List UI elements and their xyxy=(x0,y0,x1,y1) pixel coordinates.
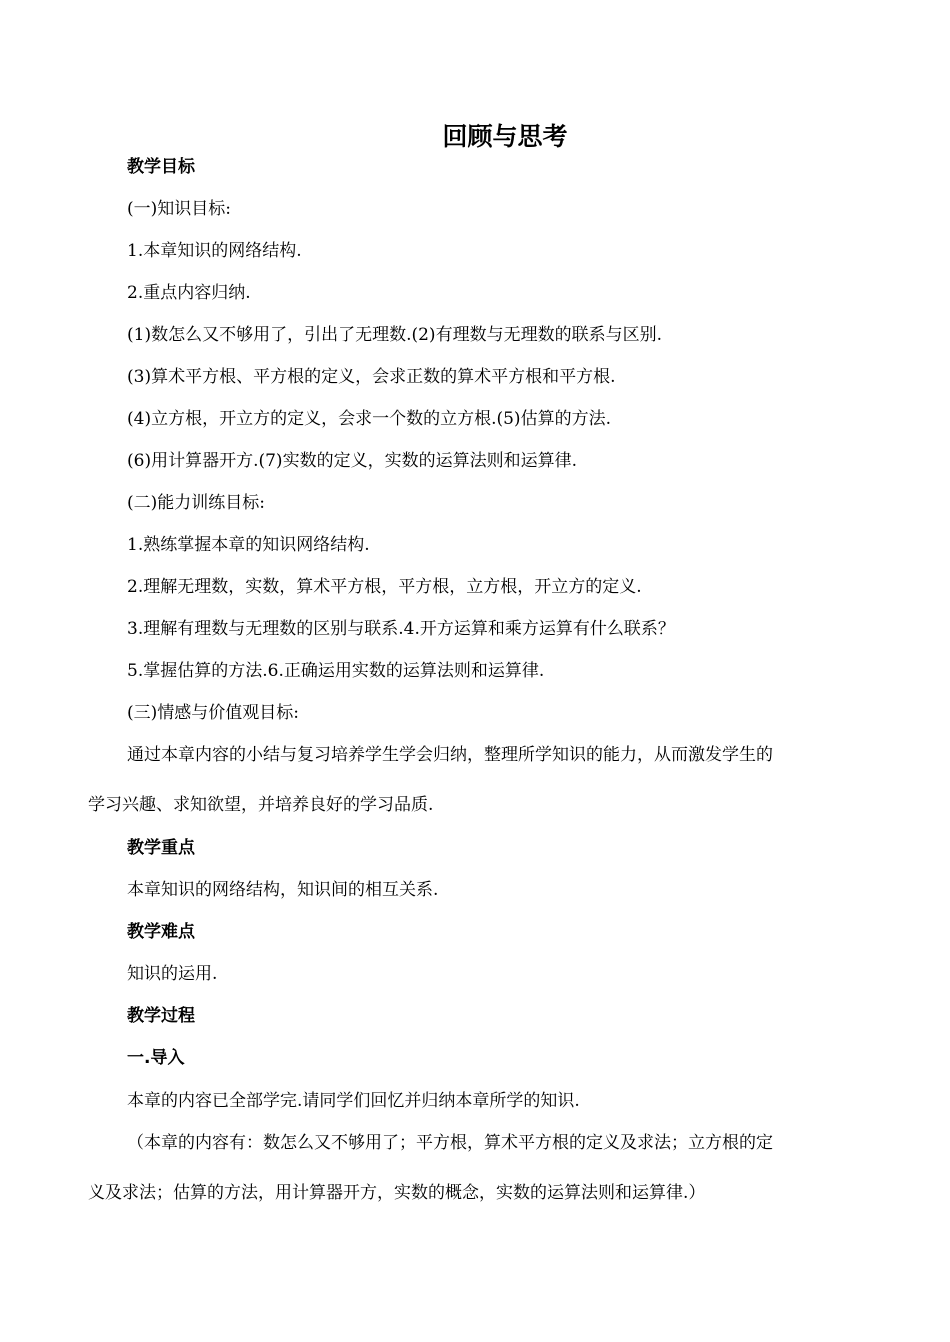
knowledge-subitem-4: (6)用计算器开方.(7)实数的定义，实数的运算法则和运算律. xyxy=(127,451,577,471)
difficulty-heading: 教学难点 xyxy=(127,922,195,942)
emotion-text-line1: 通过本章内容的小结与复习培养学生学会归纳，整理所学知识的能力，从而激发学生的 xyxy=(127,745,773,765)
key-heading: 教学重点 xyxy=(127,838,195,858)
knowledge-item-2: 2.重点内容归纳. xyxy=(127,283,251,303)
knowledge-heading: (一)知识目标: xyxy=(127,199,231,219)
emotion-text-line2: 学习兴趣、求知欲望，并培养良好的学习品质. xyxy=(88,795,434,815)
key-text: 本章知识的网络结构，知识间的相互关系. xyxy=(127,880,439,900)
knowledge-item-1: 1.本章知识的网络结构. xyxy=(127,241,302,261)
ability-item-3: 3.理解有理数与无理数的区别与联系.4.开方运算和乘方运算有什么联系？ xyxy=(127,619,675,639)
page-title: 回顾与思考 xyxy=(442,122,568,151)
ability-heading: (二)能力训练目标: xyxy=(127,493,265,513)
knowledge-subitem-2: (3)算术平方根、平方根的定义，会求正数的算术平方根和平方根. xyxy=(127,367,616,387)
ability-item-1: 1.熟练掌握本章的知识网络结构. xyxy=(127,535,370,555)
knowledge-subitem-1: (1)数怎么又不够用了，引出了无理数.(2)有理数与无理数的联系与区别. xyxy=(127,325,662,345)
ability-item-2: 2.理解无理数，实数，算术平方根，平方根，立方根，开立方的定义. xyxy=(127,577,642,597)
intro-heading: 一.导入 xyxy=(127,1048,185,1068)
intro-text: 本章的内容已全部学完.请同学们回忆并归纳本章所学的知识. xyxy=(127,1091,580,1111)
summary-text-line2: 义及求法；估算的方法，用计算器开方，实数的概念，实数的运算法则和运算律.） xyxy=(88,1183,706,1203)
emotion-heading: (三)情感与价值观目标: xyxy=(127,703,299,723)
difficulty-text: 知识的运用. xyxy=(127,964,218,984)
ability-item-4: 5.掌握估算的方法.6.正确运用实数的运算法则和运算律. xyxy=(127,661,545,681)
process-heading: 教学过程 xyxy=(127,1006,195,1026)
objectives-heading: 教学目标 xyxy=(127,157,195,177)
summary-text-line1: （本章的内容有：数怎么又不够用了；平方根，算术平方根的定义及求法；立方根的定 xyxy=(127,1133,773,1153)
knowledge-subitem-3: (4)立方根，开立方的定义，会求一个数的立方根.(5)估算的方法. xyxy=(127,409,611,429)
